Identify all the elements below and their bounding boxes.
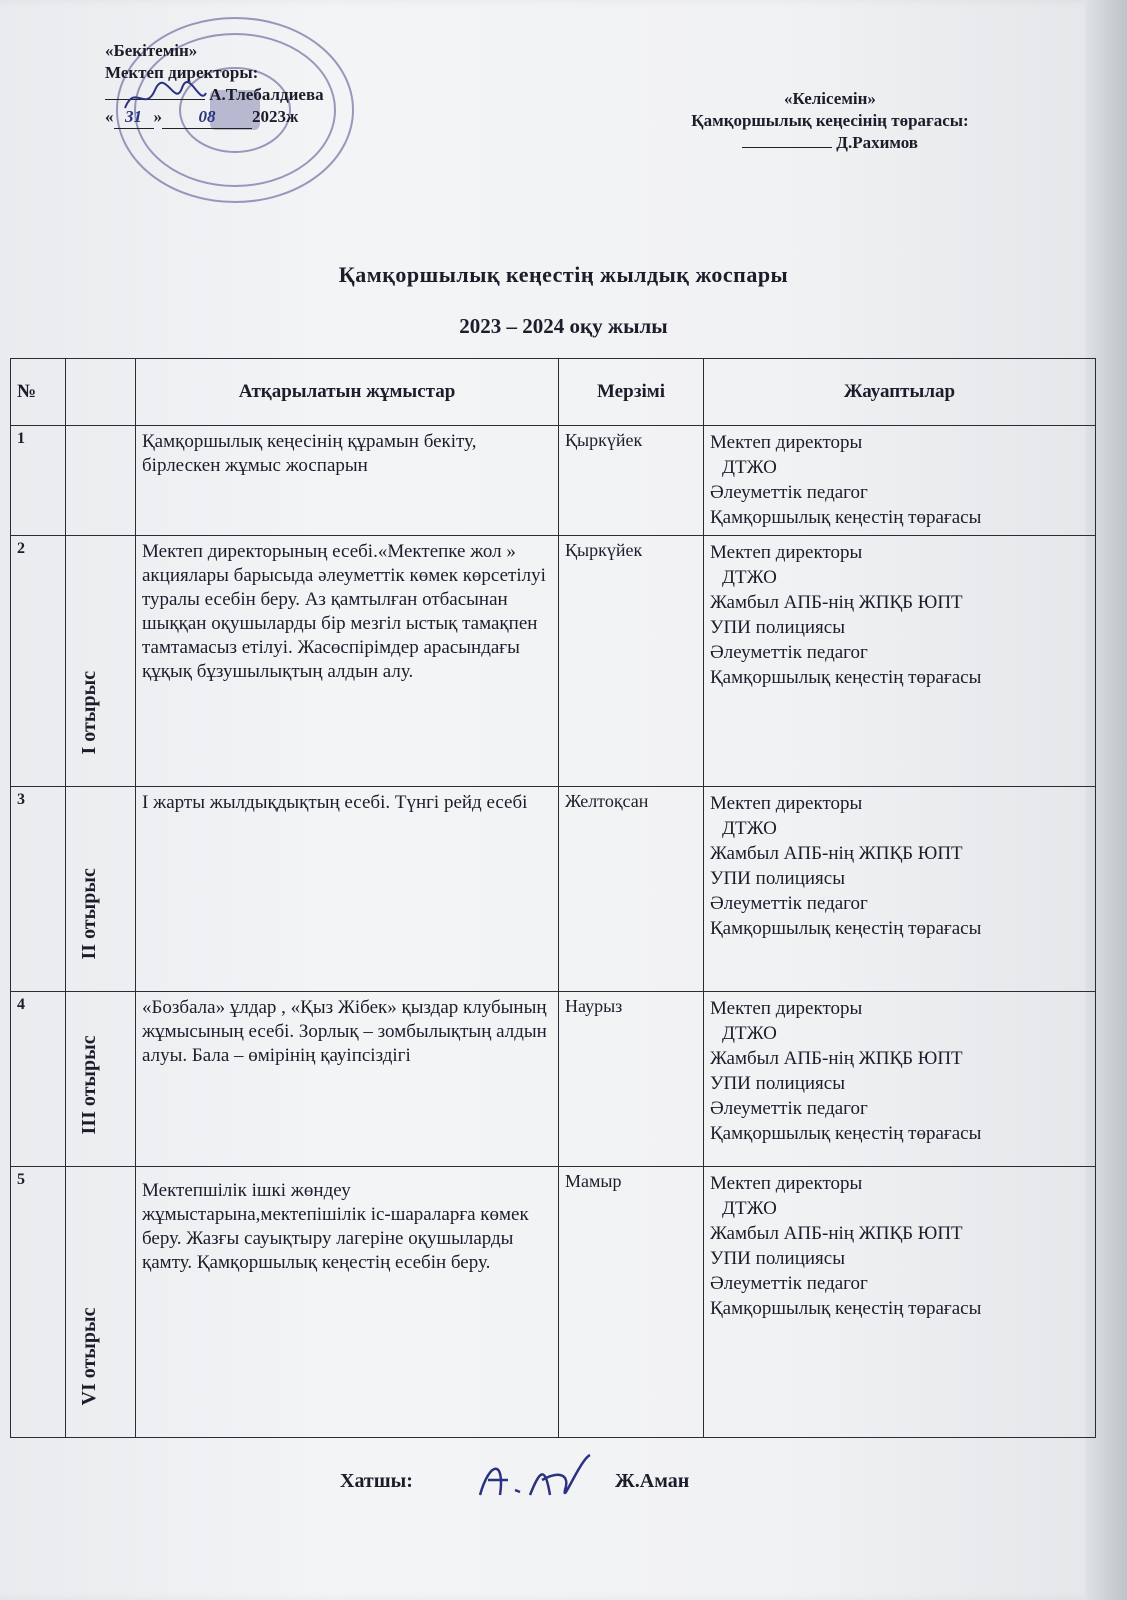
row-num: 4 — [11, 992, 66, 1167]
row-num: 5 — [11, 1167, 66, 1438]
approval-heading: «Бекітемін» — [105, 41, 198, 60]
row-responsible: Мектеп директоры ДТЖО Жамбыл АПБ-нің ЖПҚБ ЮПТ УПИ полициясы Әлеуметтік педагог Қамқоршылық кеңестің төрағасы — [704, 786, 1096, 991]
agreement-heading: «Келісемін» — [784, 89, 876, 108]
row-term: Мамыр — [559, 1167, 704, 1438]
approval-position: Мектеп директоры: — [105, 63, 259, 82]
secretary-signature-icon — [470, 1450, 600, 1510]
document-subtitle: 2023 – 2024 оқу жылы — [459, 314, 668, 338]
approval-month: 08 — [162, 106, 252, 129]
approval-date: « 31 » 08 2023ж — [105, 106, 324, 129]
table-row — [11, 426, 1096, 536]
agreement-name: Д.Рахимов — [836, 133, 918, 152]
secretary-name: Ж.Аман — [615, 1470, 690, 1492]
table-row — [11, 1167, 1096, 1438]
director-signature-icon — [120, 78, 210, 118]
header-work: Атқарылатын жұмыстар — [136, 359, 559, 426]
header-term: Мерзімі — [559, 359, 704, 426]
row-num: 2 — [11, 536, 66, 786]
row-work: І жарты жылдықдықтың есебі. Түнгі рейд есебі — [136, 786, 559, 991]
row-num: 3 — [11, 786, 66, 991]
approval-name: А.Тлебалдиева — [209, 85, 324, 104]
row-session — [66, 426, 136, 536]
row-responsible: Мектеп директоры ДТЖО Әлеуметтік педагог Қамқоршылық кеңестің төрағасы — [704, 426, 1096, 536]
agreement-block — [630, 88, 1030, 154]
approval-year: 2023ж — [252, 107, 299, 126]
row-session: III отырыс — [66, 992, 136, 1167]
plan-table — [10, 358, 1096, 1438]
row-session: II отырыс — [66, 786, 136, 991]
row-session: I отырыс — [66, 536, 136, 786]
row-responsible: Мектеп директоры ДТЖО Жамбыл АПБ-нің ЖПҚБ ЮПТ УПИ полициясы Әлеуметтік педагог Қамқоршылық кеңестің төрағасы — [704, 536, 1096, 786]
row-term: Наурыз — [559, 992, 704, 1167]
row-responsible: Мектеп директоры ДТЖО Жамбыл АПБ-нің ЖПҚБ ЮПТ УПИ полициясы Әлеуметтік педагог Қамқоршылық кеңестің төрағасы — [704, 1167, 1096, 1438]
approval-day: 31 — [114, 106, 154, 129]
header-num: № — [11, 359, 66, 426]
table-row — [11, 786, 1096, 991]
row-responsible: Мектеп директоры ДТЖО Жамбыл АПБ-нің ЖПҚБ ЮПТ УПИ полициясы Әлеуметтік педагог Қамқоршылық кеңестің төрағасы — [704, 992, 1096, 1167]
row-work: «Бозбала» ұлдар , «Қыз Жібек» қыздар клубының жұмысының есебі. Зорлық – зомбылықтың алдын алуы. Бала – өмірінің қауіпсіздігі — [136, 992, 559, 1167]
secretary-label: Хатшы: — [340, 1470, 413, 1492]
header-responsible: Жауаптылар — [704, 359, 1096, 426]
row-term: Қыркүйек — [559, 426, 704, 536]
row-work: Мектеп директорының есебі.«Мектепке жол » акциялары барысыда әлеуметтік көмек көрсетілуі туралы есебін беру. Аз қамтылған отбасынан шыққан оқушыларды бір мезгіл ыстық тамақпен тамтамасыз етілуі. Жасөспірімдер арасындағы құқық бұзушылықтың алдын алу. — [136, 536, 559, 786]
row-term: Желтоқсан — [559, 786, 704, 991]
row-num: 1 — [11, 426, 66, 536]
table-row — [11, 992, 1096, 1167]
row-session: VI отырыс — [66, 1167, 136, 1438]
table-row — [11, 536, 1096, 786]
row-work: Қамқоршылық кеңесінің құрамын бекіту, бірлескен жұмыс жоспарын — [136, 426, 559, 536]
row-work: Мектепшілік ішкі жөндеу жұмыстарына,мектепішілік іс-шараларға көмек беру. Жазғы сауықтыру лагеріне оқушыларды қамту. Қамқоршылық кеңестің есебін беру. — [136, 1167, 559, 1438]
header-session — [66, 359, 136, 426]
document-title: Қамқоршылық кеңестің жылдық жоспары — [338, 262, 789, 287]
table-header-row — [11, 359, 1096, 426]
row-term: Қыркүйек — [559, 536, 704, 786]
agreement-signature-line — [630, 132, 1030, 154]
agreement-position: Қамқоршылық кеңесінің төрағасы: — [691, 111, 969, 130]
